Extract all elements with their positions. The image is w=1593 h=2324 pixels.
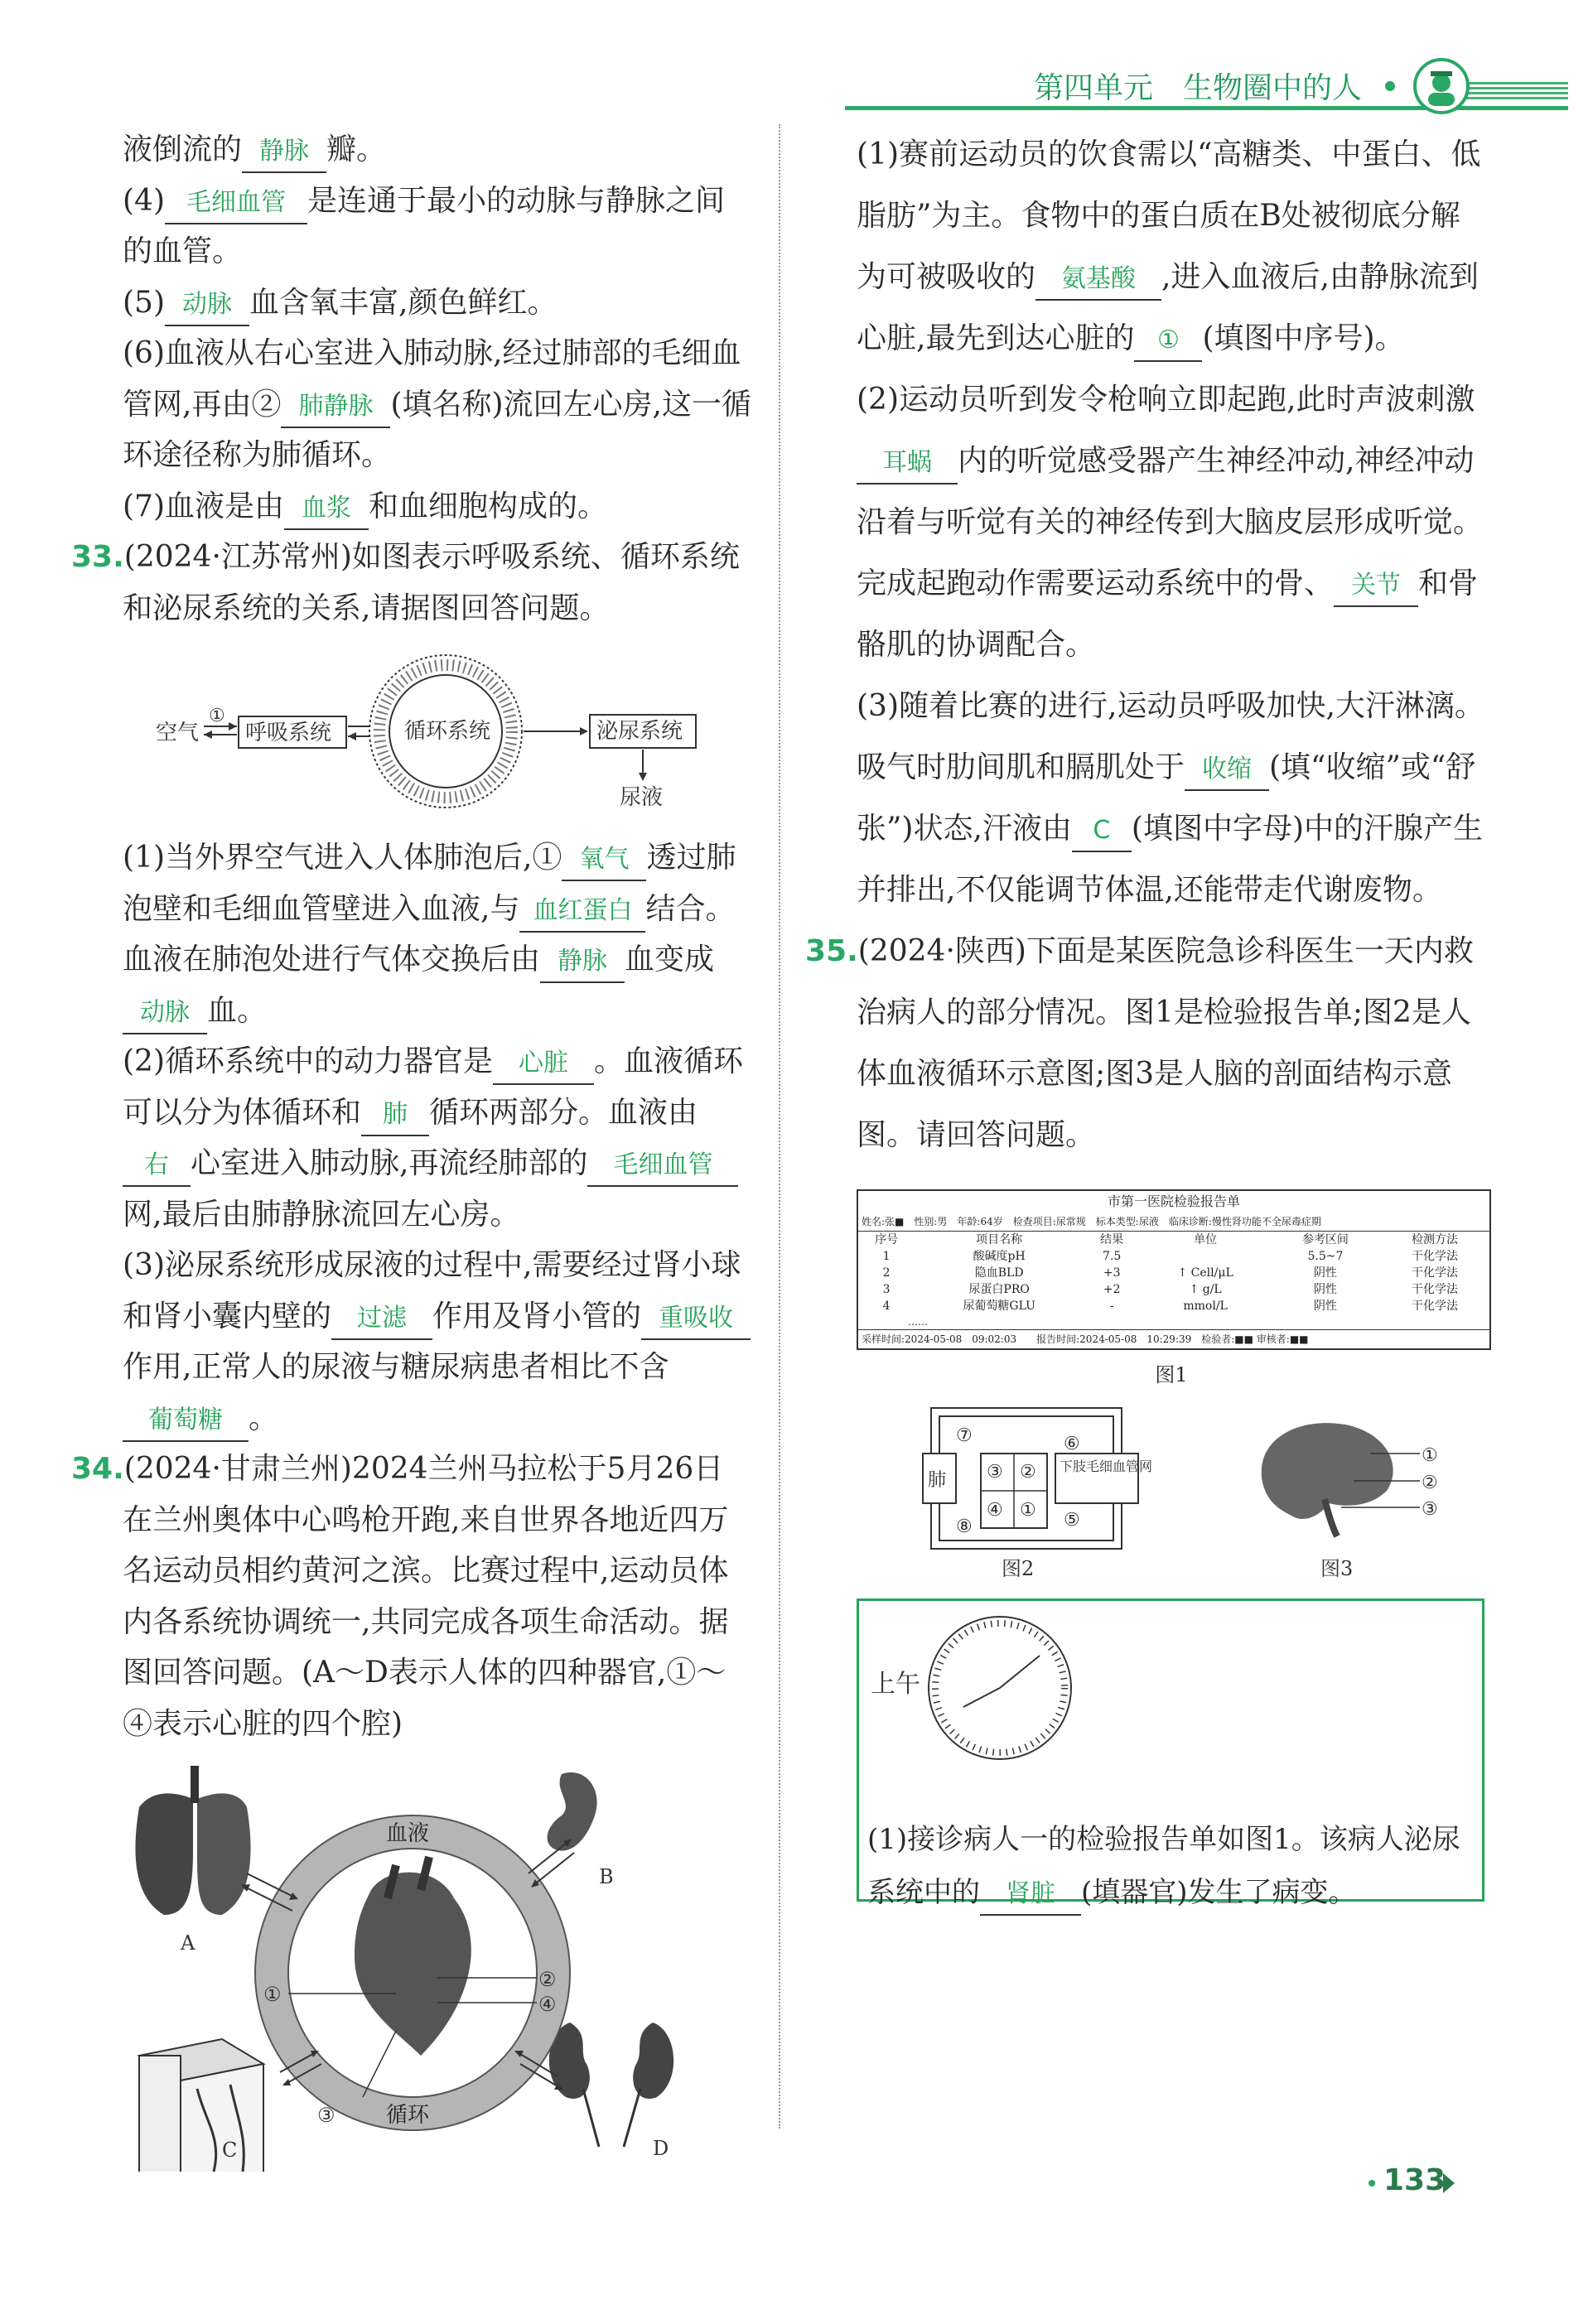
answer-blank: 右 (123, 1145, 191, 1187)
q32-part6: (6)血液从右心室进入肺动脉,经过肺部的毛细血管网,再由② 肺静脉 (填名称)流回左心房,这一循环途径称为肺循环。 (123, 336, 751, 472)
q33-part3: (3)泌尿系统形成尿液的过程中,需要经过肾小球和肾小囊内壁的 过滤 作用及肾小管的 重吸收作用,正常人的尿液与糖尿病患者相比不含葡萄糖 。 (123, 1240, 752, 1444)
report-info: 姓名:张■ 性别:男 年龄:64岁 检查项目:尿常规 标本类型:尿液 临床诊断:慢性肾功能不全尿毒症期 (858, 1213, 1489, 1232)
circulation-diagram (923, 1408, 1152, 1580)
answer-blank: 毛细血管 (165, 183, 307, 224)
q34-part3: (3)随着比赛的进行,运动员呼吸加快,大汗淋漓。吸气时肋间肌和膈肌处于 收缩 (填“收缩”或“舒张”)状态,汗液由 C (填图中字母)中的汗腺产生并排出,不仅能调节体温,还能带走代谢废物。 (857, 689, 1484, 907)
respiratory-system-box: 呼吸系统 (245, 721, 332, 745)
report-cell: 阴性 (1313, 1283, 1337, 1296)
answer-blank: ① (1134, 321, 1202, 362)
report-row (858, 1265, 1489, 1281)
q35-answer-box (857, 1598, 1484, 1909)
report-cell: 干化学法 (1411, 1266, 1458, 1280)
chamber-4-label: ④ (538, 1993, 557, 2016)
report-row (858, 1248, 1489, 1265)
q32-part5: (5) 动脉 血含氧丰富,颜色鲜红。 (123, 277, 752, 329)
report-header-cell: 结果 (1100, 1233, 1124, 1246)
report-cell: 3 (882, 1283, 891, 1296)
answer-blank: 氧气 (562, 840, 646, 881)
column-divider (779, 124, 780, 2129)
page-number-dot (1369, 2180, 1375, 2187)
answer-blank: 收缩 (1185, 750, 1269, 791)
q34-part1: (1)赛前运动员的饮食需以“高糖类、中蛋白、低脂肪”为主。食物中的蛋白质在B处被彻底分解为可被吸收的 氨基酸 ,进入血液后,由静脉流到心脏,最先到达心脏的 ① (填图中序号)。 (857, 124, 1486, 369)
q33-figure (123, 642, 752, 824)
chamber-2-label: ② (538, 1968, 557, 1991)
label-B: B (599, 1865, 614, 1888)
label-C: C (222, 2138, 238, 2162)
label-1: ① (209, 706, 225, 726)
circulation-label: 循环 (386, 2103, 430, 2128)
report-cell: ↑ g/L (1189, 1283, 1222, 1296)
report-dots: …… (908, 1316, 928, 1328)
lab-report-figure (857, 1189, 1491, 1350)
blood-label: 血液 (386, 1821, 430, 1846)
clock-label: 上午 (871, 1670, 920, 1699)
report-cell: 隐血BLD (974, 1266, 1024, 1280)
label-A: A (181, 1931, 196, 1955)
lung-label: 肺 (928, 1470, 947, 1491)
report-cell: 阴性 (1313, 1299, 1337, 1313)
q35-stem: 35.(2024·陕西)下面是某医院急诊科医生一天内救治病人的部分情况。图1是检验报告单;图2是人体血液循环示意图;图3是人脑的剖面结构示意图。请回答问题。 (805, 934, 1474, 1152)
urinary-system-box: 泌尿系统 (596, 719, 683, 744)
kidneys-illustration (549, 2023, 673, 2147)
report-cell: 2 (882, 1266, 891, 1280)
digestive-organ-illustration (548, 1772, 597, 1851)
n1: ① (1020, 1500, 1036, 1521)
label-D: D (653, 2137, 669, 2160)
chamber-3-label: ③ (317, 2104, 335, 2127)
figure-3-caption: 图3 (1320, 1557, 1354, 1580)
report-cell: 4 (882, 1299, 891, 1313)
answer-blank: 静脉 (242, 132, 326, 173)
report-cell: 1 (882, 1250, 891, 1263)
report-row (858, 1281, 1489, 1298)
report-cell: 5.5~7 (1307, 1250, 1344, 1263)
report-cell: 尿葡萄糖GLU (963, 1299, 1035, 1313)
unit-title: 第四单元 生物圈中的人 (1034, 71, 1363, 105)
report-cell: 干化学法 (1411, 1299, 1458, 1313)
report-row (858, 1298, 1489, 1314)
answer-blank: 氨基酸 (1035, 259, 1161, 301)
answer-blank: 血浆 (284, 489, 369, 530)
figure-2-caption: 图2 (1002, 1557, 1035, 1580)
report-cell: 干化学法 (1411, 1283, 1458, 1296)
report-header-cell: 检测方法 (1411, 1233, 1458, 1246)
report-header-row (858, 1232, 1489, 1248)
q32-tail: 液倒流的 静脉 瓣。 (123, 124, 752, 176)
answer-blank: C (1072, 811, 1132, 852)
student-logo-icon (1413, 58, 1470, 114)
n5: ⑤ (1064, 1510, 1080, 1531)
answer-blank: 毛细血管 (587, 1145, 738, 1187)
report-cell: 酸碱度pH (973, 1250, 1026, 1263)
report-cell: ↑ Cell/μL (1177, 1266, 1233, 1280)
report-table (858, 1232, 1489, 1314)
q32-part4: (4) 毛细血管 是连通于最小的动脉与静脉之间的血管。 (123, 183, 726, 268)
q33-part2: (2)循环系统中的动力器官是 心脏 。血液循环可以分为体循环和 肺 循环两部分。血液由右 心室进入肺动脉,再流经肺部的 毛细血管网,最后由肺静脉流回左心房。 (123, 1044, 744, 1232)
q35-part1: (1)接诊病人一的检验报告单如图1。该病人泌尿系统中的 肾脏 (填器官)发生了病变。 (859, 1813, 1482, 1919)
answer-blank: 葡萄糖 (123, 1401, 249, 1442)
answer-blank: 耳蜗 (857, 443, 958, 485)
report-cell: +2 (1103, 1283, 1121, 1296)
report-header-cell: 序号 (875, 1233, 899, 1246)
brain-diagram (1262, 1423, 1438, 1580)
circulatory-system-label: 循环系统 (404, 719, 491, 744)
brain-label-3: ③ (1422, 1499, 1438, 1520)
report-cell: 干化学法 (1411, 1250, 1458, 1263)
lungs-illustration (135, 1766, 250, 1915)
q34-stem: 34.(2024·甘肃兰州)2024兰州马拉松于5月26日在兰州奥体中心鸣枪开跑,来自世界各地近四万名运动员相约黄河之滨。比赛过程中,运动员体内各系统协调统一,共同完成各项生命活动。据图回答问题。(A～D表示人体的四种器官,①～④表示心脏的四个腔) (71, 1452, 729, 1741)
answer-blank: 动脉 (123, 993, 207, 1034)
page-number: 133 (1383, 2163, 1446, 2197)
report-cell: 7.5 (1103, 1250, 1122, 1263)
report-footer: 采样时间:2024-05-08 09:02:03 报告时间:2024-05-08 10:29:39 检验者:■■ 审核者:■■ (858, 1329, 1489, 1348)
q32-part7: (7)血液是由 血浆 和血细胞构成的。 (123, 481, 752, 533)
figure-1-caption: 图1 (1155, 1363, 1188, 1386)
answer-blank: 动脉 (165, 285, 249, 326)
report-header-cell: 项目名称 (976, 1233, 1023, 1246)
answer-blank: 肺 (361, 1095, 429, 1136)
answer-blank: 心脏 (493, 1044, 594, 1085)
left-column (71, 124, 752, 2180)
brain-label-2: ② (1422, 1473, 1438, 1493)
n3: ③ (987, 1462, 1003, 1483)
report-cell: +3 (1103, 1266, 1121, 1280)
n2: ② (1020, 1462, 1036, 1483)
report-cell: mmol/L (1183, 1299, 1228, 1313)
answer-blank: 血红蛋白 (519, 891, 645, 933)
header-dot (1385, 81, 1395, 91)
report-header-cell: 参考区间 (1301, 1233, 1349, 1246)
urine-label: 尿液 (620, 785, 664, 810)
n4: ④ (987, 1500, 1003, 1521)
report-cell (1140, 1248, 1271, 1265)
answer-blank: 关节 (1334, 566, 1418, 607)
answer-blank: 肺静脉 (281, 387, 390, 428)
q34-figure (123, 1757, 752, 2172)
answer-blank: 静脉 (540, 942, 625, 983)
air-label: 空气 (156, 721, 200, 745)
report-title: 市第一医院检验报告单 (1107, 1193, 1240, 1209)
report-cell: - (1109, 1299, 1114, 1313)
skin-illustration (139, 2039, 263, 2172)
answer-blank: 重吸收 (641, 1299, 751, 1340)
capillary-label: 下肢毛细血管网 (1060, 1459, 1153, 1474)
q34-part2: (2)运动员听到发令枪响立即起跑,此时声波刺激耳蜗 内的听觉感受器产生神经冲动,神经冲动沿着与听觉有关的神经传到大脑皮层形成听觉。完成起跑动作需要运动系统中的骨、 关节 和骨骼肌的协调配合。 (857, 383, 1484, 662)
n8: ⑧ (956, 1516, 973, 1537)
figures-2-3 (857, 1391, 1486, 1582)
n7: ⑦ (956, 1425, 973, 1446)
q33-stem: 33.(2024·江苏常州)如图表示呼吸系统、循环系统和泌尿系统的关系,请据图回答问题。 (71, 540, 740, 625)
n6: ⑥ (1064, 1434, 1080, 1454)
brain-label-1: ① (1422, 1445, 1438, 1466)
clock-figure (859, 1601, 1480, 1791)
answer-blank: 过滤 (331, 1299, 432, 1340)
answer-blank: 肾脏 (980, 1874, 1081, 1916)
report-cell: 阴性 (1313, 1266, 1337, 1280)
page-arrow-icon (1443, 2173, 1455, 2193)
right-column (805, 124, 1486, 1909)
report-header-cell: 单位 (1194, 1233, 1218, 1246)
chamber-1-label: ① (263, 1983, 282, 2006)
q33-part1: (1)当外界空气进入人体肺泡后,① 氧气 透过肺泡壁和毛细血管壁进入血液,与 血红蛋白 结合。血液在肺泡处进行气体交换后由 静脉 血变成动脉 血。 (123, 832, 752, 1036)
report-cell: 尿蛋白PRO (968, 1283, 1030, 1296)
